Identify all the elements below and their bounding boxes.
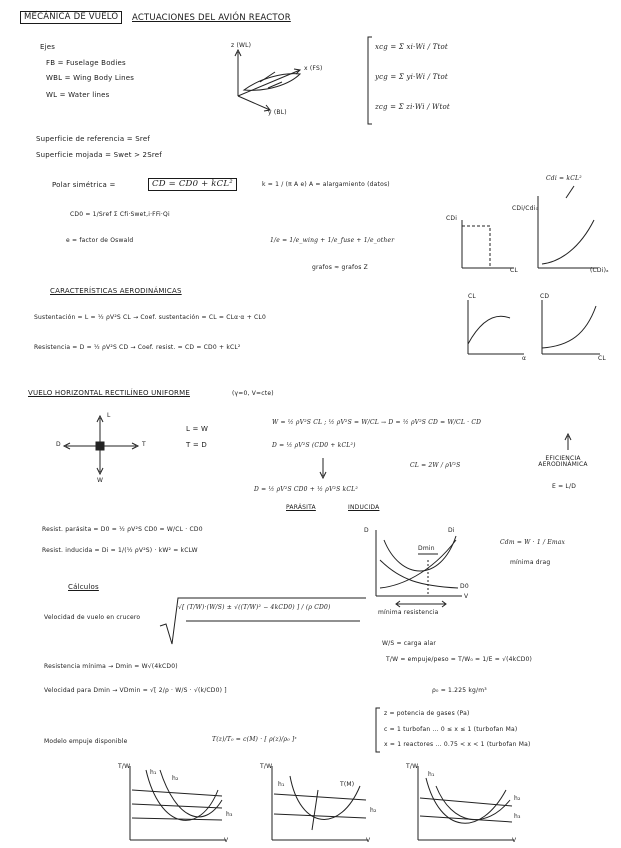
chart1-y: T/W (118, 763, 131, 770)
chart2-h1: h₁ (278, 781, 285, 788)
polar-k-def: k = 1 / (π A e) A = alargamiento (datos) (262, 181, 390, 188)
z-note: z = potencia de gases (Pa) (384, 710, 470, 717)
axis-y-label: y (BL) (268, 109, 287, 116)
eq-CL: CL = 2W / ρV²S (410, 462, 461, 469)
force-L: L (107, 412, 111, 419)
c-note: c = 1 turbofan ... 0 ≤ x ≤ 1 (turbofan Ma) (384, 726, 518, 733)
resistencia-minima: Resistencia mínima → Dmin = W√(4kCD0) (44, 663, 178, 670)
eficiencia-label: EFICIENCIA AERODINÁMICA (538, 455, 588, 468)
page-subtitle: ACTUACIONES DEL AVIÓN REACTOR (132, 13, 291, 23)
rho-value: ρ₀ = 1.225 kg/m³ (432, 687, 487, 694)
cl-chart-x: α (522, 355, 527, 362)
eq-W: W = ½ ρV²S CL ; ½ ρV²S = W/CL → D = ½ ρV²S CD = W/CL · CD (272, 419, 482, 426)
drag-chart-di: Di (448, 527, 455, 534)
drag-chart-x: V (464, 593, 469, 600)
polar-oswald: e = factor de Oswald (66, 237, 134, 244)
eq-T-D: T = D (186, 441, 207, 449)
sum-xcg: xcg = Σ xi·Wi / Ttot (375, 43, 448, 51)
eficiencia-formula: E = L/D (552, 483, 577, 490)
chart3-h1: h₁ (428, 771, 435, 778)
drag-chart-d0: D0 (460, 583, 469, 590)
chart2-h2: h₂ (370, 807, 377, 814)
force-D: D (56, 441, 61, 448)
cdi-chart2-lbl: (CDi)ₐ (590, 267, 609, 274)
superficie-mojada: Superficie mojada = Swet > 2Sref (36, 151, 162, 159)
superficie-referencia: Superficie de referencia = Sref (36, 135, 151, 143)
x-note: x = 1 reactores ... 0.75 < x < 1 (turbofan Ma) (384, 741, 531, 748)
velocidad-crucero-label: Velocidad de vuelo en crucero (44, 614, 141, 621)
vuelo-title: VUELO HORIZONTAL RECTILÍNEO UNIFORME (28, 389, 190, 397)
chart3-x: V (512, 837, 517, 844)
polar-inv-e: 1/e = 1/e_wing + 1/e_fuse + 1/e_other (270, 237, 395, 244)
parasita-label: PARÁSITA (286, 504, 316, 511)
calculos-title: Cálculos (68, 583, 99, 591)
caract-resist: Resistencia = D = ½ ρV²S CD → Coef. resist. = CD = CD0 + kCL² (34, 344, 241, 351)
polar-fuse-note: grafos ≈ grafos Z (312, 264, 368, 271)
eq-D2: D = ½ ρV²S CD0 + ½ ρV²S kCL² (254, 486, 358, 493)
polar-formula: CD = CD0 + kCL² (148, 178, 237, 191)
cdi-chart-y: CDi (446, 215, 458, 222)
force-W: W (97, 477, 104, 484)
axis-x-label: x (FS) (304, 65, 323, 72)
cdm-note: mínima drag (510, 559, 551, 566)
page-title: MECÁNICA DE VUELO (20, 11, 122, 24)
cd-chart-x: CL (598, 355, 606, 362)
chart3-h2: h₂ (514, 795, 521, 802)
empuje-peso: T/W = empuje/peso = T/W₀ = 1/E = √(4kCD0) (386, 656, 533, 663)
caract-sust: Sustentación = L = ½ ρV²S CL → Coef. sustentación = CL = CLα·α + CL0 (34, 314, 266, 321)
ejes-label: Ejes (40, 43, 56, 51)
drag-chart-dmin: Dmin (418, 545, 435, 552)
resist-parasita: Resist. parásita = D0 = ½ ρV²S CD0 = W/CL · CD0 (42, 526, 203, 533)
cdi-chart2-y: CDi/Cdi₀ (512, 205, 539, 212)
chart2-tm: T(M) (340, 781, 355, 788)
axis-z-label: z (WL) (231, 42, 252, 49)
cdm-formula: Cdm = W · 1 / Emax (500, 539, 566, 546)
polar-label: Polar simétrica = (52, 181, 116, 189)
ejes-item: WL = Water lines (46, 91, 110, 99)
resist-inducida: Resist. inducida = Di = 1/(½ ρV²S) · kW² = kCLW (42, 547, 198, 554)
cd-chart-y: CD (540, 293, 550, 300)
cl-chart-y: CL (468, 293, 476, 300)
drag-chart-note: mínima resistencia (378, 609, 439, 616)
velocidad-crucero-formula: √[ (T/W)·(W/S) ± √((T/W)² − 4kCD0) ] / (ρ CD0) (178, 604, 331, 611)
modelo-empuje-formula: T(z)/T₀ = c(M) · [ ρ(z)/ρ₀ ]ˣ (212, 736, 297, 743)
cdi-chart-x: CL (510, 267, 518, 274)
eq-D: D = ½ ρV²S (CD0 + kCL²) (272, 442, 356, 449)
eq-L-W: L = W (186, 425, 209, 433)
caract-title: CARACTERÍSTICAS AERODINÁMICAS (50, 287, 182, 295)
sum-ycg: ycg = Σ yi·Wi / Ttot (375, 73, 448, 81)
modelo-empuje-label: Modelo empuje disponible (44, 738, 128, 745)
ejes-item: FB = Fuselage Bodies (46, 59, 126, 67)
chart1-h1: h₁ (150, 769, 157, 776)
force-T: T (142, 441, 146, 448)
drag-chart-y: D (364, 527, 369, 534)
ejes-item: WBL = Wing Body Lines (46, 74, 135, 82)
chart1-x: V (224, 837, 229, 844)
chart1-h2: h₂ (172, 775, 179, 782)
chart1-h3: h₃ (226, 811, 233, 818)
chart2-x: V (366, 837, 371, 844)
chart3-h3: h₃ (514, 813, 521, 820)
polar-cd0: CD0 = 1/Sref Σ Cfi·Swet,i·FFi·Qi (70, 211, 170, 218)
vuelo-tag: (γ=0, V=cte) (232, 390, 274, 397)
velocidad-dmin: Velocidad para Dmin → VDmin = √[ 2/ρ · W/S · √(k/CD0) ] (44, 687, 227, 694)
inducida-label: INDUCIDA (348, 504, 380, 511)
chart2-y: T/W (260, 763, 273, 770)
cdi-chart2-note: Cdi = kCL² (546, 175, 582, 182)
sum-zcg: zcg = Σ zi·Wi / Wtot (375, 103, 450, 111)
carga-alar: W/S = carga alar (382, 640, 437, 647)
chart3-y: T/W (406, 763, 419, 770)
